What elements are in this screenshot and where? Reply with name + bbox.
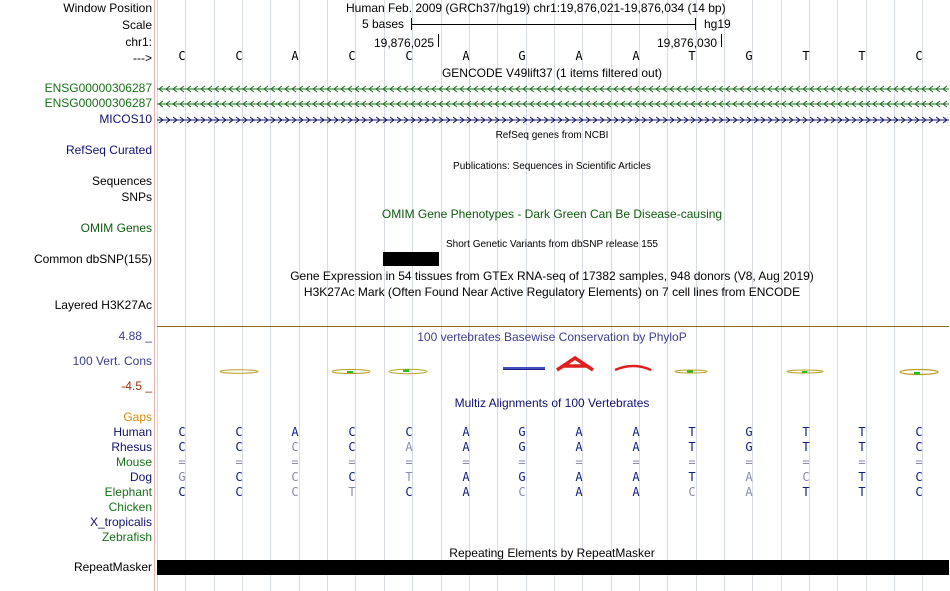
phylop-track-title: 100 vertebrates Basewise Conservation by PhyloP bbox=[417, 330, 687, 344]
aligned-base: C bbox=[291, 440, 299, 454]
ref-base: C bbox=[235, 49, 243, 63]
common-dbsnp-label[interactable]: Common dbSNP(155) bbox=[33, 252, 152, 266]
aligned-base: C bbox=[235, 470, 243, 484]
snps-label[interactable]: SNPs bbox=[121, 190, 152, 204]
refseq-track-title: RefSeq genes from NCBI bbox=[495, 130, 609, 141]
omim-track-title: OMIM Gene Phenotypes - Dark Green Can Be Disease-causing bbox=[381, 207, 723, 221]
aligned-base: C bbox=[348, 440, 356, 454]
aligned-base: T bbox=[688, 470, 696, 484]
aligned-base: C bbox=[915, 485, 923, 499]
layered-h3k27ac-label[interactable]: Layered H3K27Ac bbox=[54, 298, 152, 312]
phylop-glyph-8 bbox=[557, 358, 593, 370]
aligned-base: C bbox=[348, 470, 356, 484]
aligned-base: T bbox=[858, 425, 866, 439]
phylop-track-label[interactable]: 100 Vert. Cons bbox=[72, 354, 152, 368]
publications-track-title: Publications: Sequences in Scientific Articles bbox=[453, 161, 651, 172]
ref-base: A bbox=[462, 49, 470, 63]
repeatmasker-feature[interactable] bbox=[157, 560, 949, 575]
aligned-base: A bbox=[575, 440, 583, 454]
window-position-label: Window Position bbox=[63, 1, 152, 15]
gencode-gene-2-label[interactable]: ENSG00000306287 bbox=[44, 96, 152, 110]
aligned-base: C bbox=[405, 485, 413, 499]
species-label-dog[interactable]: Dog bbox=[129, 470, 152, 484]
species-label-x_tropicalis[interactable]: X_tropicalis bbox=[89, 515, 152, 529]
aligned-base: T bbox=[405, 470, 413, 484]
assembly-label: hg19 bbox=[704, 17, 731, 31]
phylop-glyph-9 bbox=[615, 366, 651, 370]
multiz-track-title: Multiz Alignments of 100 Vertebrates bbox=[454, 396, 650, 410]
aligned-base: A bbox=[575, 425, 583, 439]
aligned-base: C bbox=[235, 425, 243, 439]
aligned-base: C bbox=[178, 440, 186, 454]
aligned-base: = bbox=[858, 455, 866, 469]
aligned-base: G bbox=[518, 440, 526, 454]
ref-base: G bbox=[745, 49, 753, 63]
gencode-gene-1-label[interactable]: ENSG00000306287 bbox=[44, 81, 152, 95]
aligned-base: = bbox=[405, 455, 413, 469]
gaps-label[interactable]: Gaps bbox=[123, 410, 152, 424]
aligned-base: C bbox=[291, 485, 299, 499]
ref-base: T bbox=[688, 49, 696, 63]
aligned-base: T bbox=[858, 485, 866, 499]
aligned-base: A bbox=[745, 470, 753, 484]
ref-base: A bbox=[575, 49, 583, 63]
phylop-glyph-1 bbox=[220, 370, 258, 374]
aligned-base: A bbox=[632, 440, 640, 454]
aligned-base: T bbox=[858, 470, 866, 484]
aligned-base: C bbox=[291, 470, 299, 484]
species-label-elephant[interactable]: Elephant bbox=[104, 485, 152, 499]
aligned-base: A bbox=[462, 485, 470, 499]
aligned-base: T bbox=[802, 425, 810, 439]
species-label-human[interactable]: Human bbox=[113, 425, 152, 439]
phylop-min-label: -4.5 _ bbox=[121, 379, 152, 393]
aligned-base: G bbox=[178, 470, 186, 484]
repeatmasker-track-title: Repeating Elements by RepeatMasker bbox=[449, 546, 655, 560]
species-label-chicken[interactable]: Chicken bbox=[108, 500, 152, 514]
dbsnp-variant-feature[interactable] bbox=[383, 252, 439, 266]
ruler-tick-1 bbox=[438, 34, 439, 47]
aligned-base: = bbox=[348, 455, 356, 469]
aligned-base: = bbox=[518, 455, 526, 469]
micos10-gene-label[interactable]: MICOS10 bbox=[99, 112, 152, 126]
aligned-base: = bbox=[802, 455, 810, 469]
aligned-base: = bbox=[688, 455, 696, 469]
aligned-base: = bbox=[632, 455, 640, 469]
aligned-base: C bbox=[405, 425, 413, 439]
aligned-base: A bbox=[632, 425, 640, 439]
ruler-tick-2 bbox=[721, 34, 722, 47]
aligned-base: = bbox=[745, 455, 753, 469]
aligned-base: C bbox=[688, 485, 696, 499]
ref-base: T bbox=[802, 49, 810, 63]
aligned-base: C bbox=[802, 470, 810, 484]
scale-bar-right-tick bbox=[695, 18, 696, 30]
species-label-rhesus[interactable]: Rhesus bbox=[111, 440, 152, 454]
h3k27ac-baseline bbox=[157, 326, 949, 327]
sequences-label[interactable]: Sequences bbox=[91, 174, 152, 188]
aligned-base: A bbox=[745, 485, 753, 499]
aligned-base: A bbox=[575, 485, 583, 499]
ref-base: C bbox=[915, 49, 923, 63]
ruler-tick-label-2: 19,876,030 bbox=[657, 36, 718, 50]
aligned-base: C bbox=[915, 425, 923, 439]
aligned-base: T bbox=[348, 485, 356, 499]
aligned-base: G bbox=[518, 425, 526, 439]
aligned-base: = bbox=[915, 455, 923, 469]
aligned-base: G bbox=[518, 470, 526, 484]
aligned-base: = bbox=[235, 455, 243, 469]
aligned-base: C bbox=[348, 425, 356, 439]
aligned-base: = bbox=[575, 455, 583, 469]
gencode-gene-1-feature[interactable] bbox=[157, 84, 949, 94]
aligned-base: C bbox=[178, 485, 186, 499]
left-margin-divider bbox=[154, 0, 155, 591]
window-position-value: Human Feb. 2009 (GRCh37/hg19) chr1:19,876,021-19,876,034 (14 bp) bbox=[346, 1, 726, 15]
aligned-base: C bbox=[235, 485, 243, 499]
aligned-base: A bbox=[462, 470, 470, 484]
ruler-tick-label-1: 19,876,025 bbox=[374, 36, 435, 50]
species-label-zebrafish[interactable]: Zebrafish bbox=[101, 530, 152, 544]
ref-base: C bbox=[405, 49, 413, 63]
ref-base: A bbox=[632, 49, 640, 63]
phylop-glyph-12 bbox=[787, 370, 823, 373]
gtex-track-title: Gene Expression in 54 tissues from GTEx RNA-seq of 17382 samples, 948 donors (V8, Aug 2019) bbox=[290, 269, 814, 283]
aligned-base: G bbox=[745, 440, 753, 454]
repeatmasker-label[interactable]: RepeatMasker bbox=[73, 560, 152, 574]
scale-bar bbox=[411, 24, 695, 25]
dbsnp-track-title: Short Genetic Variants from dbSNP release 155 bbox=[446, 239, 658, 250]
aligned-base: C bbox=[915, 470, 923, 484]
aligned-base: C bbox=[178, 425, 186, 439]
aligned-base: A bbox=[405, 440, 413, 454]
refseq-curated-label[interactable]: RefSeq Curated bbox=[65, 143, 152, 157]
aligned-base: T bbox=[802, 485, 810, 499]
phylop-glyph-5 bbox=[389, 369, 427, 373]
phylop-glyph-10 bbox=[675, 370, 707, 373]
aligned-base: A bbox=[575, 470, 583, 484]
aligned-base: C bbox=[915, 440, 923, 454]
ref-base: C bbox=[178, 49, 186, 63]
aligned-base: T bbox=[688, 425, 696, 439]
gencode-track-title: GENCODE V49lift37 (1 items filtered out) bbox=[441, 66, 663, 80]
phylop-glyph-7 bbox=[503, 367, 545, 370]
ref-base: C bbox=[348, 49, 356, 63]
phylop-logo-plot bbox=[157, 346, 949, 386]
h3k27ac-track-title: H3K27Ac Mark (Often Found Near Active Regulatory Elements) on 7 cell lines from ENCODE bbox=[303, 285, 801, 299]
strand-label: ---> bbox=[133, 51, 152, 65]
aligned-base: C bbox=[235, 440, 243, 454]
aligned-base: T bbox=[858, 440, 866, 454]
aligned-base: = bbox=[291, 455, 299, 469]
omim-genes-label[interactable]: OMIM Genes bbox=[80, 221, 152, 235]
aligned-base: T bbox=[688, 440, 696, 454]
aligned-base: A bbox=[632, 485, 640, 499]
ref-base: G bbox=[518, 49, 526, 63]
micos10-gene-feature[interactable] bbox=[157, 115, 949, 125]
phylop-glyph-14 bbox=[900, 370, 938, 375]
scale-bar-left-tick bbox=[411, 18, 412, 30]
gencode-gene-2-feature[interactable] bbox=[157, 99, 949, 109]
aligned-base: G bbox=[745, 425, 753, 439]
ref-base: T bbox=[858, 49, 866, 63]
ref-base: A bbox=[291, 49, 299, 63]
aligned-base: T bbox=[802, 440, 810, 454]
aligned-base: A bbox=[632, 470, 640, 484]
scale-label: Scale bbox=[121, 18, 152, 32]
aligned-base: A bbox=[462, 425, 470, 439]
aligned-base: = bbox=[462, 455, 470, 469]
aligned-base: = bbox=[178, 455, 186, 469]
chrom-label: chr1: bbox=[125, 35, 152, 49]
phylop-glyph-4 bbox=[332, 370, 370, 374]
aligned-base: A bbox=[462, 440, 470, 454]
aligned-base: A bbox=[291, 425, 299, 439]
scale-text: 5 bases bbox=[362, 17, 405, 31]
species-label-mouse[interactable]: Mouse bbox=[115, 455, 152, 469]
aligned-base: C bbox=[518, 485, 526, 499]
phylop-max-label: 4.88 _ bbox=[118, 329, 152, 343]
